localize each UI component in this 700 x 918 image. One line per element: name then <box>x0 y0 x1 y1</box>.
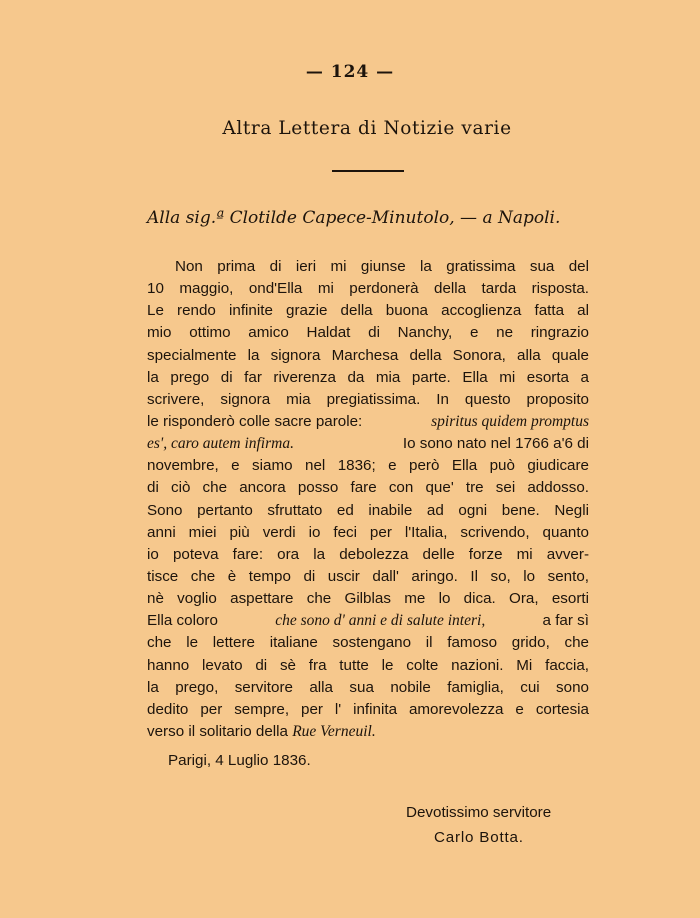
letter-title: Altra Lettera di Notizie varie <box>222 118 512 139</box>
letter-body <box>147 256 589 743</box>
text-fragment: le risponderò colle sacre parole: <box>147 412 363 430</box>
text-fragment: Io sono nato nel 1766 a'6 di <box>402 435 589 453</box>
text-line <box>147 411 589 433</box>
text-line <box>147 610 589 632</box>
street-name: Rue Verneuil. <box>292 722 376 740</box>
letter-date: Parigi, 4 Luglio 1836. <box>168 752 311 769</box>
text-line: anni miei più verdi io feci per l'Italia, scrivendo, quanto <box>147 523 589 541</box>
text-line: scrivere, signora mia pregiatissima. In questo proposito <box>147 390 589 408</box>
text-line: tisce che è tempo di uscir dall' aringo. Il so, lo sento, <box>147 567 589 585</box>
text-line: hanno levato di sè fra tutte le colte nazioni. Mi faccia, <box>147 656 589 674</box>
letter-closing: Devotissimo servitore <box>406 804 552 821</box>
text-line: la prego di far riverenza da mia parte. Ella mi esorta a <box>147 368 589 386</box>
text-line: di ciò che ancora posso fare con que' tre sei addosso. <box>147 479 589 497</box>
text-line: specialmente la signora Marchesa della Sonora, alla quale <box>147 346 589 364</box>
text-line: novembre, e siamo nel 1836; e però Ella può giudicare <box>147 457 589 475</box>
text-line: 10 maggio, ond'Ella mi perdonerà della tarda risposta. <box>147 280 589 298</box>
text-line: io poteva fare: ora la debolezza delle forze mi avver- <box>147 545 589 563</box>
text-fragment: a far sì <box>542 612 589 630</box>
page-number: — 124 — <box>305 62 395 82</box>
italic-phrase: che sono d' anni e di salute interi, <box>275 612 486 630</box>
letter-address: Alla sig.ª Clotilde Capece-Minutolo, — a Napoli. <box>147 208 561 228</box>
text-line: mio ottimo amico Haldat di Nanchy, e ne ringrazio <box>147 324 589 342</box>
text-line: la prego, servitore alla sua nobile famiglia, cui sono <box>147 678 589 696</box>
text-line: nè voglio aspettare che Gilblas me lo dica. Ora, esorti <box>147 590 589 608</box>
text-line: Le rendo infinite grazie della buona accoglienza fatta al <box>147 302 589 320</box>
text-line: Sono pertanto sfruttato ed inabile ad ogni bene. Negli <box>147 501 589 519</box>
text-line: Non prima di ieri mi giunse la gratissima sua del <box>175 258 589 275</box>
latin-quote: es', caro autem infirma. <box>147 435 294 453</box>
text-line <box>147 433 589 455</box>
text-fragment: verso il solitario della <box>147 722 288 740</box>
text-line: che le lettere italiane sostengano il famoso grido, che <box>147 634 589 652</box>
title-divider <box>332 170 404 172</box>
text-line <box>147 721 589 743</box>
latin-quote: spiritus quidem promptus <box>431 412 589 430</box>
letter-signature: Carlo Botta. <box>434 829 524 846</box>
text-fragment: Ella coloro <box>147 612 218 630</box>
text-line: dedito per sempre, per l' infinita amorevolezza e cortesia <box>147 700 589 718</box>
